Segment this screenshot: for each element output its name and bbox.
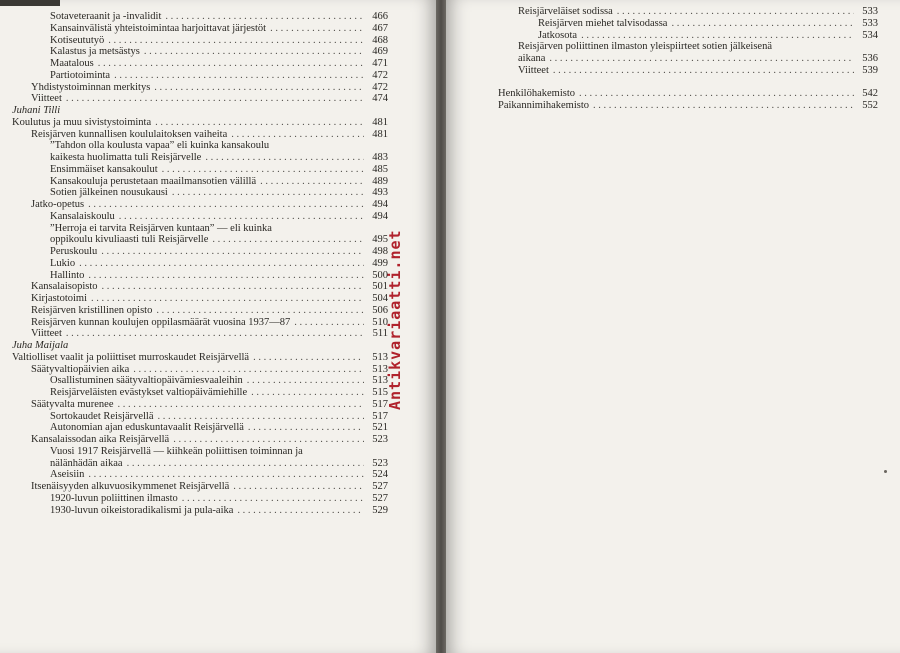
toc-entry	[50, 23, 388, 35]
dot-leader	[127, 458, 364, 470]
toc-entry-title: Kansainvälistä yhteistoimintaa harjoittavat järjestöt	[50, 22, 267, 34]
watermark-text: Antikvariaatti.net	[386, 229, 404, 410]
toc-entry	[518, 41, 878, 53]
toc-entry-title: ”Herroja ei tarvita Reisjärven kuntaan” — eli kuinka	[50, 222, 272, 234]
toc-entry	[50, 469, 388, 481]
dot-leader	[133, 364, 364, 376]
author-name	[12, 340, 388, 352]
dot-leader	[205, 152, 364, 164]
paper-speck	[884, 470, 887, 473]
toc-entry	[50, 387, 388, 399]
dot-leader	[248, 422, 364, 434]
dot-leader	[98, 58, 364, 70]
dot-leader	[253, 352, 364, 364]
dot-leader	[251, 387, 364, 399]
toc-page-number: 474	[372, 93, 388, 105]
toc-page-number: 471	[372, 58, 388, 69]
toc-entry	[50, 458, 388, 470]
toc-entry	[31, 317, 388, 329]
toc-entry	[50, 58, 388, 70]
right-page	[446, 0, 900, 653]
toc-page-number: 536	[862, 53, 878, 64]
toc-entry-title: Aseisiin	[50, 469, 85, 481]
toc-entry	[50, 422, 388, 434]
toc-page-number: 523	[372, 457, 388, 469]
toc-page-number: 506	[372, 304, 388, 316]
toc-entry-title: Jatkosota	[538, 29, 578, 41]
dot-leader	[165, 11, 364, 23]
dot-leader	[162, 164, 364, 176]
toc-page-number: 483	[372, 152, 388, 163]
toc-entry	[50, 35, 388, 47]
dot-leader	[158, 411, 364, 423]
dot-leader	[212, 234, 364, 246]
dot-leader	[247, 375, 364, 387]
toc-entry-title: oppikoulu kivuliaasti tuli Reisjärvelle	[50, 234, 209, 246]
toc-entry	[31, 93, 388, 105]
toc-entry-title: Koulutus ja muu sivistystoiminta	[12, 116, 152, 128]
dot-leader	[101, 246, 364, 258]
toc-entry-title: Kansalaissodan aika Reisjärvellä	[31, 434, 170, 445]
toc-page-number: 467	[372, 22, 388, 34]
toc-page-number: 494	[372, 199, 388, 210]
toc-entry	[31, 328, 388, 340]
toc-page-number: 481	[372, 116, 388, 128]
toc-page-number: 499	[372, 257, 388, 269]
toc-entry	[31, 364, 388, 376]
toc-entry	[50, 411, 388, 423]
dot-leader	[237, 505, 364, 517]
toc-entry	[50, 176, 388, 188]
toc-spacer	[498, 77, 878, 89]
toc-entry-title: Kansalaisopisto	[31, 281, 98, 293]
toc-page-number: 494	[372, 210, 388, 222]
dot-leader	[88, 199, 364, 211]
toc-page-number: 501	[372, 281, 388, 293]
dot-leader	[260, 176, 364, 188]
toc-entry-title: Reisjärven kristillinen opisto	[31, 304, 153, 316]
toc-page-number: 504	[372, 293, 388, 304]
dot-leader	[233, 481, 364, 493]
toc-entry	[31, 82, 388, 94]
toc-entry-title: Kirjastotoimi	[31, 293, 87, 304]
toc-entry	[31, 399, 388, 411]
toc-entry-title: Säätyvaltiopäivien aika	[31, 363, 130, 375]
toc-entry-title: kaikesta huolimatta tuli Reisjärvelle	[50, 152, 202, 163]
toc-page-number: 517	[372, 410, 388, 422]
toc-page-number: 533	[862, 6, 878, 17]
toc-page-number: 513	[372, 363, 388, 375]
toc-page-number: 481	[372, 128, 388, 140]
dot-leader	[108, 35, 364, 47]
toc-entry	[31, 129, 388, 141]
toc-entry	[50, 246, 388, 258]
toc-entry-title: Itsenäisyyden alkuvuosikymmenet Reisjärvellä	[31, 481, 230, 492]
toc-entry-title: Maatalous	[50, 58, 94, 69]
toc-entry	[12, 117, 388, 129]
toc-entry-title: Yhdistystoiminnan merkitys	[31, 81, 151, 93]
dot-leader	[88, 270, 364, 282]
toc-entry-title: Autonomian ajan eduskuntavaalit Reisjärvellä	[50, 422, 244, 434]
right-table-of-contents	[446, 6, 878, 112]
toc-entry-title: Partiotoiminta	[50, 69, 111, 81]
toc-entry-title: Reisjärven kunnallisen koululaitoksen vaiheita	[31, 128, 228, 140]
toc-page-number: 469	[372, 46, 388, 58]
toc-page-number: 513	[372, 351, 388, 363]
dot-leader	[88, 469, 364, 481]
toc-entry	[50, 258, 388, 270]
toc-entry-title: Sotaveteraanit ja -invalidit	[50, 11, 162, 22]
dot-leader	[66, 328, 364, 340]
toc-entry-title: Kansakouluja perustetaan maailmansotien välillä	[50, 175, 257, 187]
toc-entry-title: Osallistuminen säätyvaltiopäivämiesvaaleihin	[50, 375, 243, 387]
dot-leader	[154, 82, 364, 94]
toc-page-number: 552	[862, 100, 878, 111]
toc-entry-title: Reisjärven miehet talvisodassa	[538, 17, 668, 29]
dot-leader	[294, 317, 364, 329]
toc-page-number: 521	[372, 422, 388, 434]
toc-entry-title: Kalastus ja metsästys	[50, 46, 140, 58]
toc-entry-title: Peruskoulu	[50, 246, 98, 257]
toc-page-number: 489	[372, 175, 388, 187]
dot-leader	[270, 23, 364, 35]
dot-leader	[114, 70, 364, 82]
toc-page-number: 517	[372, 398, 388, 410]
toc-entry-title: 1930-luvun oikeistoradikalismi ja pula-aika	[50, 504, 234, 516]
toc-page-number: 523	[372, 434, 388, 445]
toc-page-number: 472	[372, 69, 388, 81]
toc-page-number: 534	[862, 29, 878, 41]
toc-entry-title: Paikannimihakemisto	[498, 100, 589, 111]
toc-entry	[538, 18, 878, 30]
toc-entry-title: Hallinto	[50, 269, 85, 281]
toc-entry	[50, 187, 388, 199]
toc-page-number: 527	[372, 481, 388, 492]
toc-entry-title: Reisjärveläisten evästykset valtiopäivämiehille	[50, 387, 248, 398]
toc-page-number: 511	[372, 328, 388, 340]
page-edge-mark	[0, 0, 60, 6]
toc-page-number: 495	[372, 234, 388, 246]
toc-page-number: 515	[372, 387, 388, 398]
toc-entry	[518, 65, 878, 77]
author-label: Juha Maijala	[12, 340, 69, 351]
toc-entry-title: Henkilöhakemisto	[498, 88, 575, 100]
toc-entry	[518, 6, 878, 18]
toc-page-number: 542	[862, 88, 878, 100]
dot-leader	[549, 53, 854, 65]
toc-entry	[50, 223, 388, 235]
toc-page-number: 500	[372, 269, 388, 281]
toc-page-number: 510	[372, 316, 388, 328]
toc-entry-title: nälänhädän aikaa	[50, 457, 123, 469]
author-label: Juhani Tilli	[12, 105, 61, 116]
toc-entry-title: Lukio	[50, 257, 76, 269]
toc-entry-title: 1920-luvun poliittinen ilmasto	[50, 492, 178, 504]
toc-entry	[50, 446, 388, 458]
toc-page-number: 513	[372, 375, 388, 387]
toc-entry	[50, 234, 388, 246]
dot-leader	[231, 129, 364, 141]
toc-entry	[50, 375, 388, 387]
dot-leader	[579, 88, 854, 100]
toc-page-number: 493	[372, 187, 388, 199]
toc-entry-title: Sotien jälkeinen nousukausi	[50, 187, 168, 199]
dot-leader	[182, 493, 364, 505]
toc-entry	[50, 211, 388, 223]
dot-leader	[617, 6, 854, 18]
toc-entry	[50, 140, 388, 152]
author-name	[12, 105, 388, 117]
toc-entry-title: Reisjärveläiset sodissa	[518, 6, 613, 17]
toc-entry	[12, 352, 388, 364]
dot-leader	[671, 18, 854, 30]
toc-page-number: 468	[372, 34, 388, 46]
toc-page-number: 498	[372, 246, 388, 257]
toc-entry-title: Reisjärven kunnan koulujen oppilasmäärät vuosina 1937—87	[31, 316, 291, 328]
toc-page-number: 524	[372, 469, 388, 481]
toc-entry	[31, 434, 388, 446]
dot-leader	[91, 293, 364, 305]
left-page	[0, 0, 436, 653]
toc-entry	[31, 281, 388, 293]
dot-leader	[156, 305, 364, 317]
toc-entry	[518, 53, 878, 65]
toc-page-number: 527	[372, 492, 388, 504]
toc-entry	[498, 88, 878, 100]
dot-leader	[102, 281, 365, 293]
toc-entry-title: Viitteet	[31, 328, 62, 340]
toc-entry	[31, 293, 388, 305]
toc-entry	[50, 46, 388, 58]
dot-leader	[119, 211, 364, 223]
toc-entry-title: aikana	[518, 53, 546, 64]
dot-leader	[144, 46, 364, 58]
toc-entry	[50, 270, 388, 282]
toc-entry	[498, 100, 878, 112]
toc-page-number: 529	[372, 504, 388, 516]
dot-leader	[79, 258, 364, 270]
toc-entry-title: Ensimmäiset kansakoulut	[50, 163, 158, 175]
dot-leader	[173, 434, 364, 446]
toc-entry	[50, 505, 388, 517]
toc-page-number: 466	[372, 11, 388, 22]
dot-leader	[553, 65, 854, 77]
toc-entry-title: Valtiolliset vaalit ja poliittiset murroskaudet Reisjärvellä	[12, 351, 250, 363]
toc-page-number: 533	[862, 17, 878, 29]
toc-entry	[50, 164, 388, 176]
toc-entry-title: Reisjärven poliittinen ilmaston yleispiirteet sotien jälkeisenä	[518, 41, 772, 53]
toc-entry	[50, 493, 388, 505]
toc-entry	[538, 30, 878, 42]
dot-leader	[593, 100, 854, 112]
toc-entry	[31, 305, 388, 317]
toc-entry	[31, 481, 388, 493]
toc-entry-title: Viitteet	[518, 64, 549, 76]
toc-page-number: 485	[372, 163, 388, 175]
left-table-of-contents	[0, 11, 400, 516]
dot-leader	[118, 399, 364, 411]
book-gutter	[436, 0, 446, 653]
dot-leader	[172, 187, 364, 199]
toc-entry-title: Viitteet	[31, 93, 62, 105]
toc-entry-title: Säätyvalta murenee	[31, 398, 114, 410]
dot-leader	[581, 30, 854, 42]
toc-entry-title: Vuosi 1917 Reisjärvellä — kiihkeän poliittisen toiminnan ja	[50, 445, 303, 457]
toc-entry-title: Kansalaiskoulu	[50, 210, 115, 222]
toc-entry	[50, 11, 388, 23]
toc-entry	[50, 70, 388, 82]
dot-leader	[155, 117, 364, 129]
dot-leader	[66, 93, 364, 105]
toc-entry-title: Kotiseututyö	[50, 34, 105, 46]
toc-entry-title: Jatko-opetus	[31, 199, 85, 210]
toc-page-number: 539	[862, 64, 878, 76]
toc-entry-title: Sortokaudet Reisjärvellä	[50, 410, 154, 422]
toc-entry	[31, 199, 388, 211]
toc-page-number: 472	[372, 81, 388, 93]
toc-entry	[50, 152, 388, 164]
toc-entry-title: ”Tahdon olla koulusta vapaa” eli kuinka kansakoulu	[50, 140, 270, 152]
